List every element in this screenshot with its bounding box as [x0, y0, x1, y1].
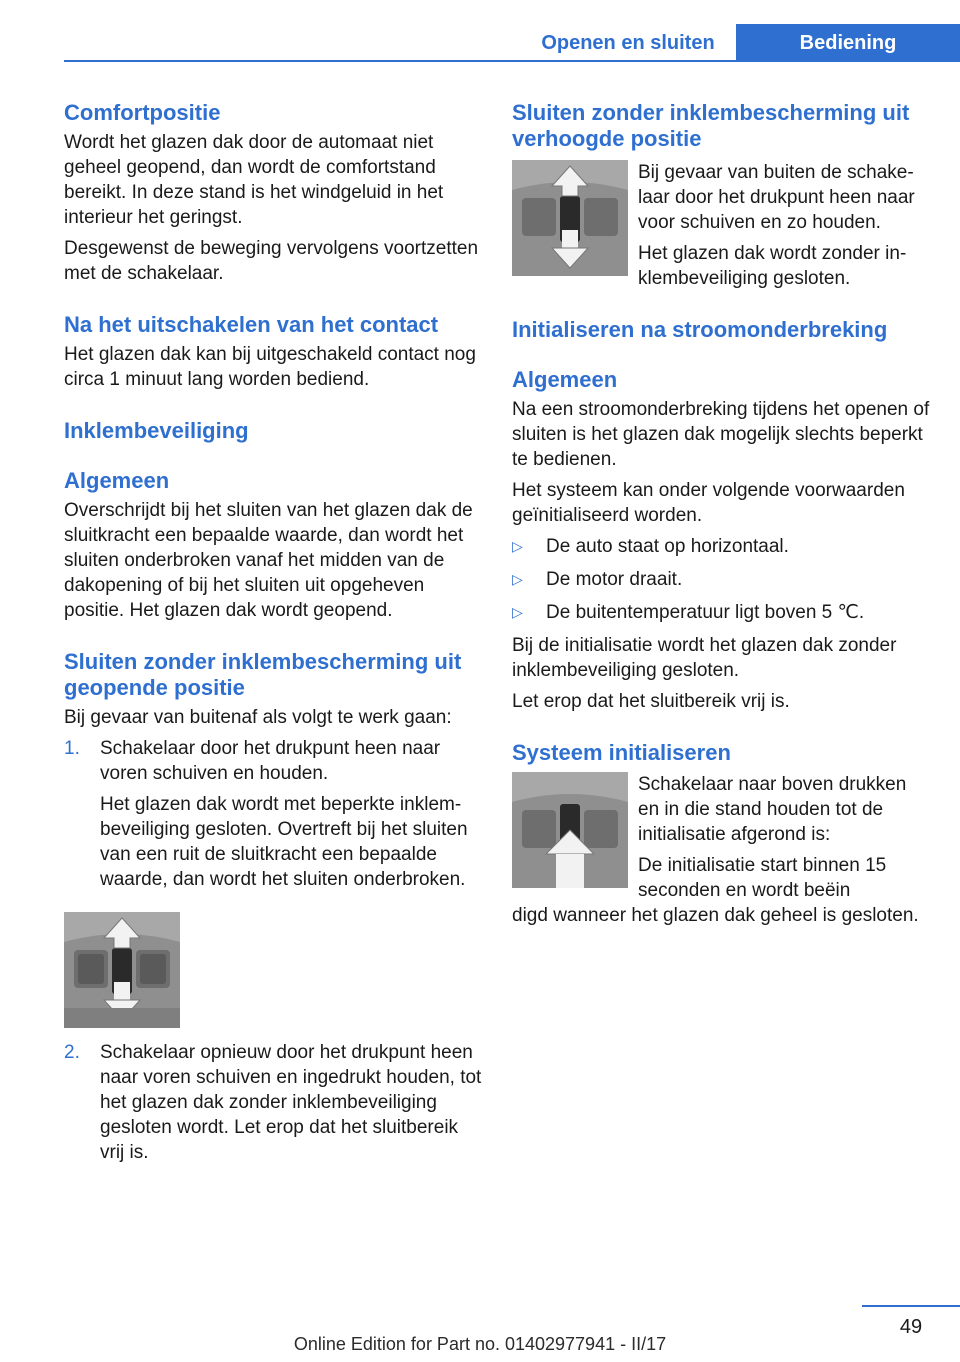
footer-edition: Online Edition for Part no. 01402977941 - II/17 — [293, 1334, 667, 1354]
heading-close-from-open: Sluiten zonder inklembescherming uit geopende positie — [64, 649, 462, 700]
heading-close-from-raised: Sluiten zonder inklembescherming uit verhoogde positie — [512, 100, 910, 151]
condition-text: De auto staat op horizontaal. — [546, 536, 789, 557]
close-open-intro: Bij gevaar van buitenaf als volgt te werk gaan: — [64, 707, 452, 728]
condition-item — [512, 534, 930, 559]
system-init-paragraph-2a: De initialisatie start binnen 15 seconden en wordt beëin — [638, 855, 887, 901]
right-column — [512, 100, 930, 934]
init-paragraph-3: Bij de initialisatie wordt het glazen dak zonder inklembeveiliging gesloten. — [512, 635, 897, 681]
step-1-number: 1. — [64, 738, 80, 759]
condition-item — [512, 600, 930, 625]
after-off-paragraph: Het glazen dak kan bij uitgeschakeld contact nog circa 1 minuut lang worden bediend. — [64, 344, 476, 390]
step-2 — [64, 1040, 482, 1171]
header-section-tab[interactable]: Openen en sluiten — [541, 31, 715, 54]
init-paragraph-4: Let erop dat het sluitbereik vrij is. — [512, 691, 790, 712]
close-raised-paragraph-2: Het glazen dak wordt zonder inklembeveiliging gesloten. — [638, 243, 907, 289]
left-column — [64, 100, 482, 1171]
switch-push-up-image — [512, 772, 628, 888]
heading-algemeen-init: Algemeen — [512, 367, 618, 392]
heading-algemeen-pinch: Algemeen — [64, 468, 170, 493]
condition-text: De motor draait. — [546, 569, 683, 590]
step-1-text: Schakelaar door het drukpunt heen naar voren schuiven en houden. — [100, 738, 441, 784]
page-number: 49 — [899, 1316, 923, 1338]
step-2-number: 2. — [64, 1042, 80, 1063]
pinch-paragraph: Overschrijdt bij het sluiten van het glazen dak de sluitkracht een bepaalde waarde, dan wordt het sluiten onderbroken vanaf het midden van de dakopening of bij het sluiten uit opgeheven positie. Het glazen dak wordt geopend. — [64, 500, 473, 621]
bullet-triangle-icon: ▷ — [512, 538, 523, 554]
close-raised-paragraph-1: Bij gevaar van buiten de schakelaar door het drukpunt heen naar voor schuiven en zo houden. — [638, 162, 915, 233]
heading-comfortpositie: Comfortpositie — [64, 100, 221, 125]
comfort-paragraph-2: Desgewenst de beweging vervolgens voortzetten met de schakelaar. — [64, 238, 479, 284]
heading-system-initialise: Systeem initialiseren — [512, 740, 731, 765]
switch-push-forward-image — [64, 912, 180, 1028]
heading-initialise-after-power-loss: Initialiseren na stroomonderbreking — [512, 317, 888, 342]
comfort-paragraph-1: Wordt het glazen dak door de automaat niet geheel geopend, dan wordt de comfortstand bereikt. In deze stand is het windgeluid in het interieur het geringst. — [64, 132, 444, 228]
init-paragraph-2: Het systeem kan onder volgende voorwaarden geïnitialiseerd worden. — [512, 480, 905, 526]
init-paragraph-1: Na een stroomonderbreking tijdens het openen of sluiten is het glazen dak mogelijk slechts beperkt te bedienen. — [512, 399, 930, 470]
footer-rule — [862, 1305, 960, 1307]
condition-item — [512, 567, 930, 592]
condition-text: De buitentemperatuur ligt boven 5 ℃. — [546, 602, 865, 623]
step-1 — [64, 736, 482, 898]
header-chapter-tab[interactable]: Bediening — [736, 24, 960, 62]
heading-inklembeveiliging: Inklembeveiliging — [64, 418, 249, 443]
system-init-paragraph-1: Schakelaar naar boven drukken en in die stand houden tot de initialisatie afgerond is: — [638, 774, 907, 845]
heading-after-ignition-off: Na het uitschakelen van het contact — [64, 312, 439, 337]
bullet-triangle-icon: ▷ — [512, 604, 523, 620]
system-init-paragraph-2b: digd wanneer het glazen dak geheel is gesloten. — [512, 905, 919, 926]
step-2-text: Schakelaar opnieuw door het drukpunt heen naar voren schuiven en ingedrukt houden, tot het glazen dak zonder inklembeveiliging gesloten wordt. Let erop dat het sluitbereik vrij is. — [100, 1042, 482, 1163]
bullet-triangle-icon: ▷ — [512, 571, 523, 587]
switch-raised-position-image — [512, 160, 628, 276]
step-1-note: Het glazen dak wordt met beperkte inklembeveiliging gesloten. Overtreft bij het sluiten van een ruit de sluitkracht een bepaalde waarde, dan wordt het sluiten onderbroken. — [100, 794, 468, 890]
close-raised-block — [512, 160, 930, 297]
system-init-block — [512, 772, 930, 903]
